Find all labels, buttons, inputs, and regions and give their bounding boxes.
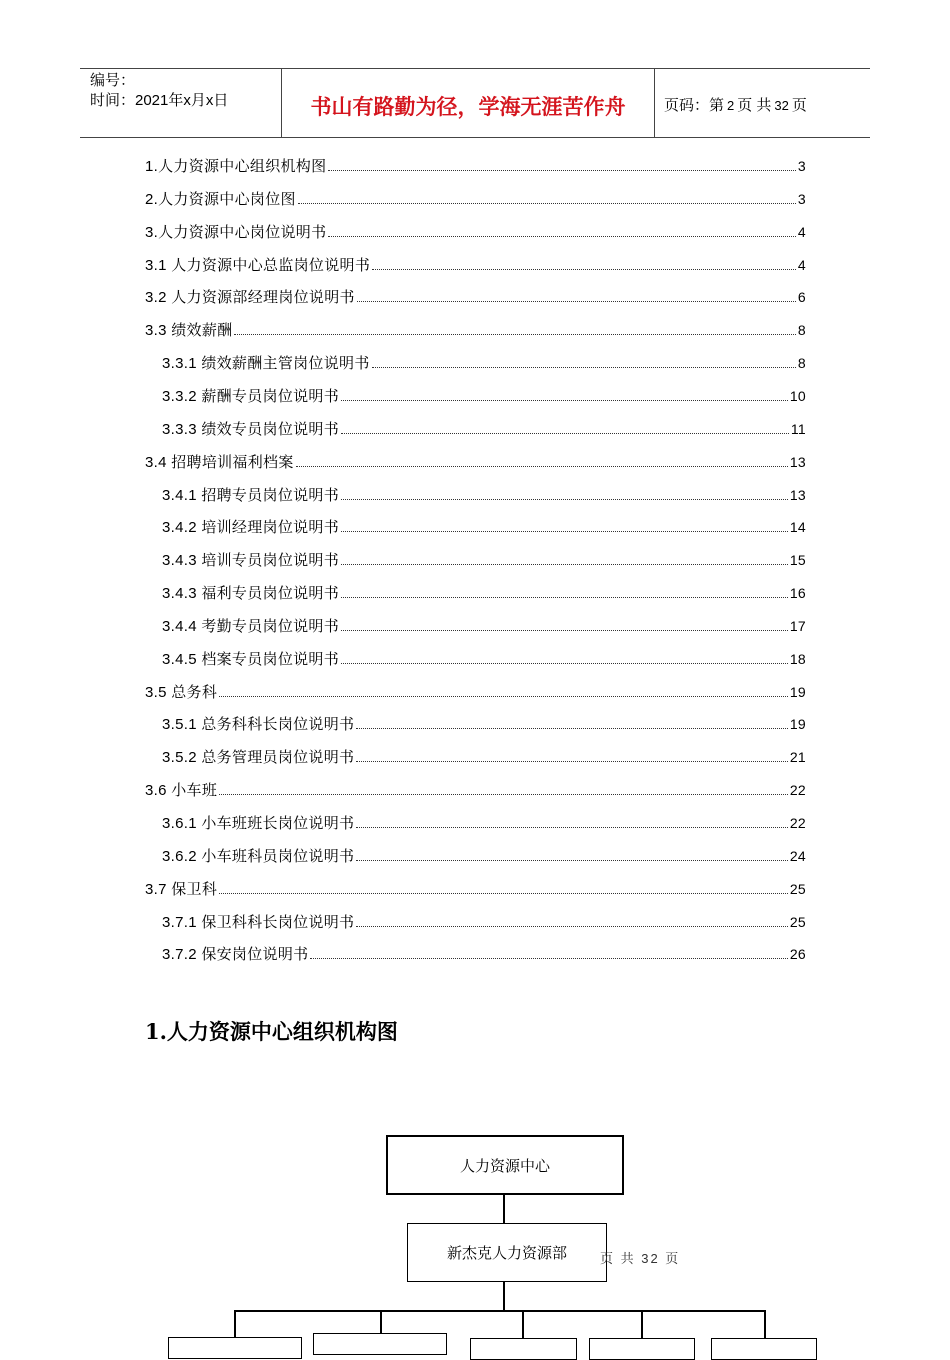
org-sub-box	[470, 1338, 577, 1360]
toc-entry-page: 25	[789, 913, 806, 930]
toc-entry[interactable]	[145, 254, 806, 276]
org-root-box	[386, 1135, 624, 1195]
toc-entry[interactable]	[162, 615, 806, 637]
header-meta	[90, 71, 228, 111]
toc-leader-dots	[219, 893, 788, 894]
page-mid: 页 共	[737, 97, 772, 114]
toc-entry-page: 8	[797, 322, 806, 339]
org-child-label: 新杰克人力资源部	[446, 1245, 567, 1262]
toc-entry[interactable]	[145, 188, 806, 210]
org-connector	[503, 1193, 505, 1224]
toc-leader-dots	[372, 269, 796, 270]
toc-entry-title: 3.1 人力资源中心总监岗位说明书	[145, 256, 371, 274]
toc-entry-title: 3.5.1 总务科科长岗位说明书	[162, 716, 355, 734]
page-total: 32	[774, 98, 789, 113]
toc-entry-title: 3.5.2 总务管理员岗位说明书	[162, 749, 355, 767]
toc-leader-dots	[296, 466, 788, 467]
toc-leader-dots	[341, 400, 788, 401]
toc-entry-page: 6	[797, 289, 806, 306]
toc-entry-title: 3.5 总务科	[145, 683, 218, 701]
toc-entry-page: 3	[797, 158, 806, 174]
page-prefix: 页码：第	[664, 97, 725, 114]
toc-entry-title: 3.4.2 培训经理岗位说明书	[162, 519, 340, 537]
org-sub-box	[313, 1333, 447, 1355]
toc-entry-title: 3.4.1 招聘专员岗位说明书	[162, 486, 340, 504]
code-label: 编号：	[90, 72, 136, 89]
toc-entry[interactable]	[162, 582, 806, 604]
toc-entry[interactable]	[162, 648, 806, 670]
toc-leader-dots	[341, 663, 788, 664]
toc-entry[interactable]	[145, 681, 806, 703]
toc-entry[interactable]	[162, 549, 806, 571]
toc-entry-page: 13	[789, 486, 806, 503]
toc-leader-dots	[356, 860, 787, 861]
org-connector	[234, 1310, 236, 1340]
toc-entry-page: 16	[789, 585, 806, 602]
toc-entry-page: 18	[789, 650, 806, 667]
toc-entry[interactable]	[162, 484, 806, 506]
toc-entry[interactable]	[162, 385, 806, 407]
header-divider	[654, 69, 655, 137]
toc-entry[interactable]	[162, 746, 806, 768]
toc-leader-dots	[234, 334, 795, 335]
toc-entry-page: 4	[797, 256, 806, 273]
toc-leader-dots	[356, 827, 787, 828]
toc-entry-page: 3	[797, 190, 806, 207]
toc-entry[interactable]	[145, 221, 806, 243]
toc-entry-page: 14	[789, 519, 806, 536]
toc-entry-title: 3.7.1 保卫科科长岗位说明书	[162, 913, 355, 931]
page-suffix: 页	[791, 97, 807, 114]
toc-entry-title: 3.4.4 考勤专员岗位说明书	[162, 617, 340, 635]
toc-leader-dots	[356, 926, 787, 927]
toc-leader-dots	[298, 203, 796, 204]
toc-entry-page: 8	[797, 355, 806, 372]
org-sub-box	[711, 1338, 817, 1360]
toc-entry-page: 13	[789, 453, 806, 470]
toc-leader-dots	[341, 433, 789, 434]
toc-entry-page: 25	[789, 880, 806, 897]
org-child-box	[407, 1223, 607, 1282]
toc-leader-dots	[357, 301, 796, 302]
toc-entry-title: 3.4.3 培训专员岗位说明书	[162, 552, 340, 570]
toc-entry[interactable]	[145, 319, 806, 341]
toc-entry-title: 3.人力资源中心岗位说明书	[145, 223, 327, 241]
toc-entry-title: 3.6 小车班	[145, 782, 218, 800]
toc-entry-title: 1.人力资源中心组织机构图	[145, 158, 327, 175]
toc-leader-dots	[219, 794, 788, 795]
toc-entry[interactable]	[162, 911, 806, 933]
toc-leader-dots	[328, 170, 795, 171]
toc-entry-title: 3.3.1 绩效薪酬主管岗位说明书	[162, 355, 370, 373]
toc-leader-dots	[341, 499, 788, 500]
org-connector	[764, 1310, 766, 1340]
toc-entry-page: 26	[789, 946, 806, 963]
toc-leader-dots	[341, 597, 788, 598]
toc-leader-dots	[328, 236, 795, 237]
toc-entry-title: 2.人力资源中心岗位图	[145, 190, 296, 208]
toc-entry-title: 3.6.2 小车班科员岗位说明书	[162, 847, 355, 865]
org-connector	[522, 1310, 524, 1340]
org-sub-box	[168, 1337, 302, 1359]
toc-entry[interactable]	[145, 286, 806, 308]
toc-leader-dots	[356, 728, 787, 729]
org-connector	[503, 1281, 505, 1311]
page-header	[80, 68, 870, 138]
toc-entry-title: 3.4.3 福利专员岗位说明书	[162, 585, 340, 603]
toc-entry-title: 3.3.3 绩效专员岗位说明书	[162, 420, 340, 438]
page-current: 2	[727, 98, 735, 113]
toc-entry[interactable]	[162, 418, 806, 440]
page-number	[664, 94, 807, 115]
footer-page-ghost: 页 共 32 页	[600, 1251, 681, 1266]
toc-entry-page: 21	[789, 749, 806, 766]
header-motto: 书山有路勤为径，学海无涯苦作舟	[310, 95, 626, 119]
toc-entry-page: 22	[789, 782, 806, 799]
toc-entry[interactable]	[162, 713, 806, 735]
toc-leader-dots	[310, 958, 787, 959]
toc-entry[interactable]	[162, 943, 806, 965]
toc-entry-page: 19	[789, 716, 806, 733]
org-branch-line	[234, 1310, 766, 1312]
toc-entry[interactable]	[145, 451, 806, 473]
toc-leader-dots	[341, 531, 788, 532]
toc-entry-title: 3.4 招聘培训福利档案	[145, 453, 294, 471]
toc-entry[interactable]	[162, 352, 806, 374]
org-root-label: 人力资源中心	[459, 1157, 550, 1175]
toc-leader-dots	[219, 696, 788, 697]
toc-entry-page: 4	[797, 223, 806, 240]
toc-entry-page: 15	[789, 552, 806, 569]
toc-entry[interactable]	[145, 779, 806, 801]
toc-entry[interactable]	[162, 845, 806, 867]
toc-entry-page: 22	[789, 815, 806, 831]
toc-entry[interactable]	[145, 878, 806, 900]
toc-entry[interactable]	[162, 516, 806, 538]
toc-entry-page: 11	[790, 420, 806, 437]
toc-entry-title: 3.6.1 小车班班长岗位说明书	[162, 815, 355, 832]
toc-entry-page: 10	[789, 387, 806, 404]
section-heading: 1.人力资源中心组织机构图	[145, 1019, 398, 1044]
toc-entry-title: 3.2 人力资源部经理岗位说明书	[145, 289, 355, 307]
toc-leader-dots	[356, 761, 787, 762]
time-label: 时间：2021年x月x日	[90, 92, 229, 109]
toc-entry-title: 3.7.2 保安岗位说明书	[162, 946, 309, 964]
toc-entry-page: 24	[789, 847, 806, 864]
toc-entry-title: 3.7 保卫科	[145, 880, 218, 898]
toc-entry-title: 3.3.2 薪酬专员岗位说明书	[162, 387, 340, 405]
toc-leader-dots	[341, 630, 788, 631]
toc-entry[interactable]	[162, 812, 806, 834]
toc-leader-dots	[341, 564, 788, 565]
toc-entry-page: 19	[789, 683, 806, 700]
toc-entry-title: 3.3 绩效薪酬	[145, 322, 233, 340]
toc-entry-page: 17	[789, 617, 806, 634]
toc-leader-dots	[372, 367, 796, 368]
toc-entry[interactable]	[145, 155, 806, 177]
org-connector	[641, 1310, 643, 1340]
org-sub-box	[589, 1338, 695, 1360]
toc-entry-title: 3.4.5 档案专员岗位说明书	[162, 650, 340, 668]
